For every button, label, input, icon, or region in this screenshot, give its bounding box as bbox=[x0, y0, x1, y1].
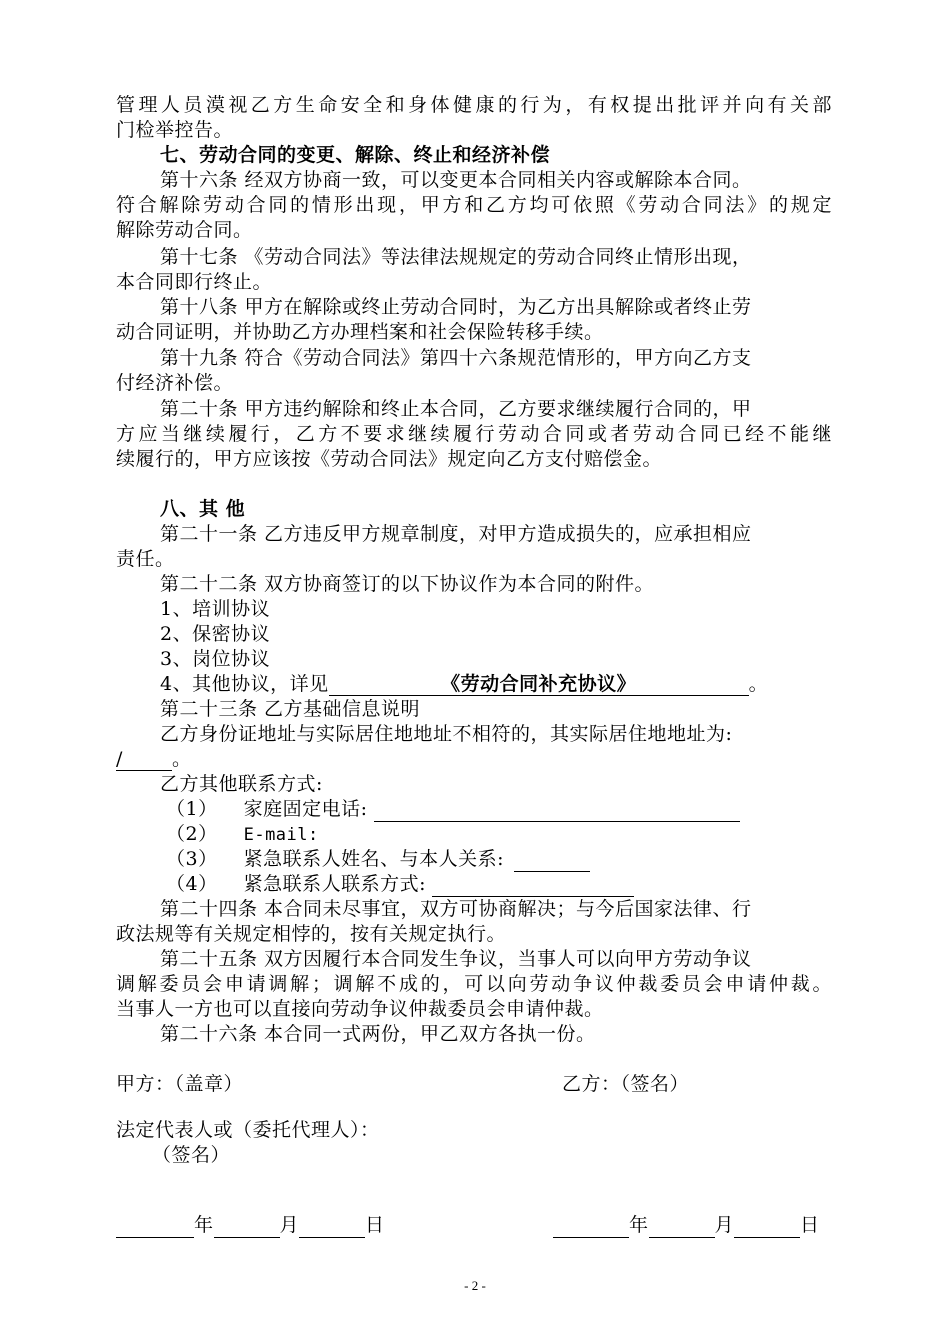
day-label: 日 bbox=[800, 1214, 820, 1236]
representative-sign-label: （签名） bbox=[152, 1144, 231, 1166]
page-number: - 2 - bbox=[464, 1278, 486, 1293]
address-line bbox=[116, 747, 192, 772]
day-field bbox=[299, 1217, 365, 1238]
article-22-line: 第二十二条 双方协商签订的以下协议作为本合同的附件。 bbox=[160, 573, 655, 595]
contact-number: （2） bbox=[166, 823, 218, 845]
article-17-line: 本合同即行终止。 bbox=[116, 271, 273, 293]
day-label: 日 bbox=[365, 1214, 385, 1236]
paragraph-line: 管理人员漠视乙方生命安全和身体健康的行为，有权提出批评并向有关部 bbox=[116, 94, 832, 116]
emergency-name-field bbox=[514, 851, 590, 872]
year-label: 年 bbox=[629, 1214, 649, 1236]
supplementary-agreement-field: 《劳动合同补充协议》 bbox=[329, 673, 749, 696]
home-phone-label: 家庭固定电话: bbox=[243, 798, 368, 820]
article-24-line: 第二十四条 本合同未尽事宜，双方可协商解决；与今后国家法律、行 bbox=[160, 898, 752, 920]
section-heading-8: 八、其 他 bbox=[160, 498, 246, 520]
article-16-line: 符合解除劳动合同的情形出现，甲方和乙方均可依照《劳动合同法》的规定 bbox=[116, 194, 832, 216]
article-16-line: 解除劳动合同。 bbox=[116, 219, 253, 241]
legal-representative-label: 法定代表人或（委托代理人）： bbox=[116, 1119, 380, 1141]
article-20-line: 第二十条 甲方违约解除和终止本合同，乙方要求继续履行合同的，甲 bbox=[160, 398, 752, 420]
party-a-seal: 甲方：（盖章） bbox=[116, 1073, 244, 1095]
year-field bbox=[116, 1217, 194, 1238]
month-label: 月 bbox=[279, 1214, 300, 1236]
article-24-line: 政法规等有关规定相悖的，按有关规定执行。 bbox=[116, 923, 507, 945]
contact-number: （3） bbox=[166, 848, 218, 870]
party-b-date bbox=[553, 1213, 820, 1238]
contact-number: （1） bbox=[166, 798, 218, 820]
appendix-item-label: 4、其他协议，详见 bbox=[160, 673, 329, 695]
home-phone-field bbox=[374, 801, 740, 822]
appendix-item-other bbox=[160, 672, 768, 697]
article-21-line: 责任。 bbox=[116, 548, 175, 570]
article-18-line: 动合同证明，并协助乙方办理档案和社会保险转移手续。 bbox=[116, 321, 604, 343]
article-25-line: 调解委员会申请调解；调解不成的，可以向劳动争议仲裁委员会申请仲裁。 bbox=[116, 973, 832, 995]
article-18-line: 第十八条 甲方在解除或终止劳动合同时，为乙方出具解除或者终止劳 bbox=[160, 296, 752, 318]
emergency-phone-label: 紧急联系人联系方式: bbox=[243, 873, 426, 895]
year-label: 年 bbox=[194, 1214, 214, 1236]
appendix-item: 3、岗位协议 bbox=[160, 648, 271, 670]
year-field bbox=[553, 1217, 629, 1238]
contact-row-emergency-phone bbox=[160, 872, 634, 897]
month-field bbox=[214, 1217, 280, 1238]
emergency-phone-field bbox=[432, 876, 634, 897]
section-heading-7: 七、劳动合同的变更、解除、终止和经济补偿 bbox=[160, 144, 551, 166]
appendix-item-suffix: 。 bbox=[748, 673, 769, 695]
email-label: E-mail: bbox=[243, 825, 319, 845]
month-label: 月 bbox=[714, 1214, 735, 1236]
article-20-line: 方应当继续履行，乙方不要求继续履行劳动合同或者劳动合同已经不能继 bbox=[116, 423, 832, 445]
party-b-signature: 乙方：（签名） bbox=[562, 1073, 690, 1095]
article-21-line: 第二十一条 乙方违反甲方规章制度，对甲方造成损失的，应承担相应 bbox=[160, 523, 752, 545]
contact-row-emergency-name bbox=[160, 847, 590, 872]
article-26-line: 第二十六条 本合同一式两份，甲乙双方各执一份。 bbox=[160, 1023, 596, 1045]
appendix-item: 1、培训协议 bbox=[160, 598, 271, 620]
address-note: 乙方身份证地址与实际居住地地址不相符的，其实际居住地地址为: bbox=[160, 723, 733, 745]
emergency-name-label: 紧急联系人姓名、与本人关系: bbox=[243, 848, 504, 870]
article-25-line: 第二十五条 双方因履行本合同发生争议，当事人可以向甲方劳动争议 bbox=[160, 948, 752, 970]
article-25-line: 当事人一方也可以直接向劳动争议仲裁委员会申请仲裁。 bbox=[116, 998, 604, 1020]
contact-row-email bbox=[160, 822, 319, 848]
address-suffix: 。 bbox=[172, 748, 192, 770]
article-19-line: 第十九条 符合《劳动合同法》第四十六条规范情形的，甲方向乙方支 bbox=[160, 347, 752, 369]
contact-title: 乙方其他联系方式: bbox=[160, 773, 323, 795]
party-a-date bbox=[116, 1213, 385, 1238]
residential-address-field: / bbox=[116, 748, 172, 771]
contact-row-phone bbox=[160, 797, 740, 822]
month-field bbox=[649, 1217, 715, 1238]
article-19-line: 付经济补偿。 bbox=[116, 372, 234, 394]
paragraph-line: 门检举控告。 bbox=[116, 119, 234, 141]
article-20-line: 续履行的，甲方应该按《劳动合同法》规定向乙方支付赔偿金。 bbox=[116, 448, 663, 470]
article-23-line: 第二十三条 乙方基础信息说明 bbox=[160, 698, 421, 720]
article-17-line: 第十七条 《劳动合同法》等法律法规规定的劳动合同终止情形出现， bbox=[160, 246, 752, 268]
contact-number: （4） bbox=[166, 873, 218, 895]
article-16-line: 第十六条 经双方协商一致，可以变更本合同相关内容或解除本合同。 bbox=[160, 169, 752, 191]
appendix-item: 2、保密协议 bbox=[160, 623, 271, 645]
day-field bbox=[734, 1217, 800, 1238]
